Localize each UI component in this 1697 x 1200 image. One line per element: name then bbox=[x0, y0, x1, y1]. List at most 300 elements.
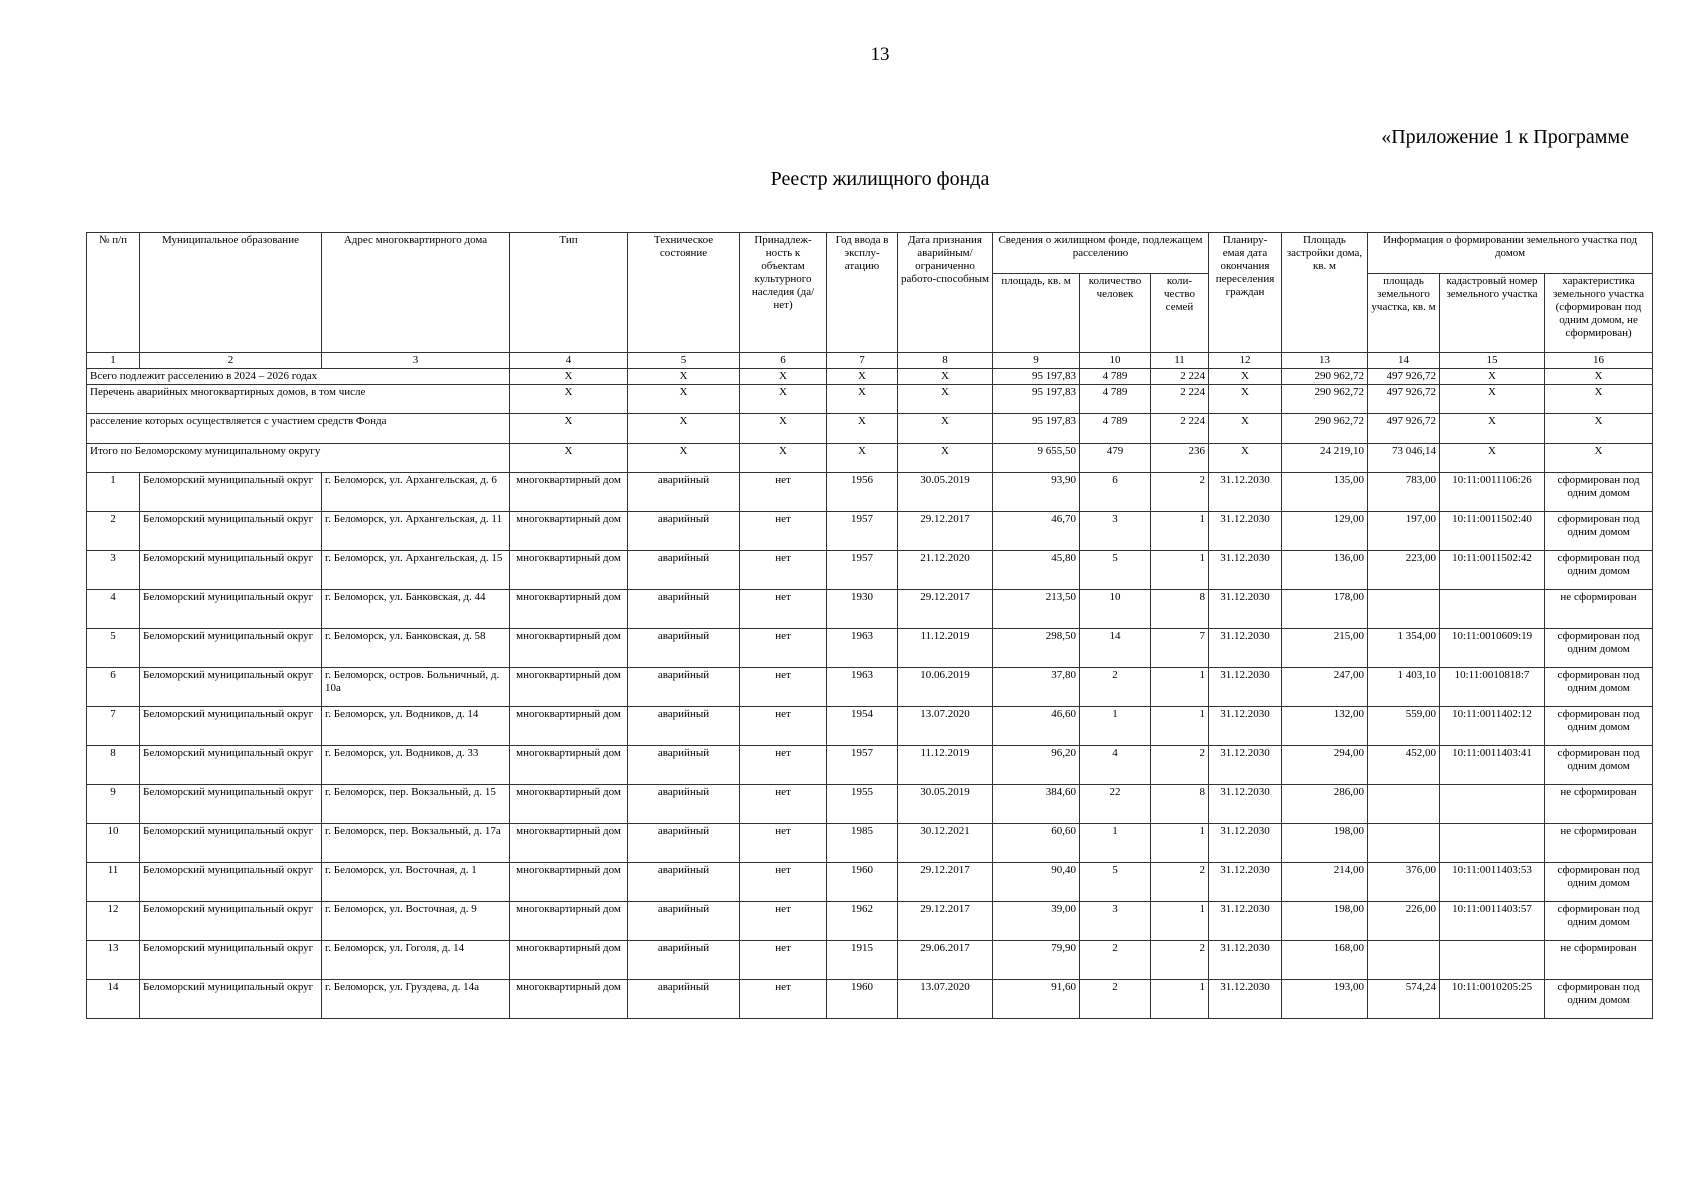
column-number: 12 bbox=[1209, 353, 1282, 369]
cell-date: 30.05.2019 bbox=[898, 784, 993, 823]
column-number: 7 bbox=[827, 353, 898, 369]
summary-cell-c10: 4 789 bbox=[1080, 369, 1151, 385]
header-recognition-date: Дата признания аварийным/ ограниченно работо-способным bbox=[898, 233, 993, 353]
cell-addr: г. Беломорск, ул. Гоголя, д. 14 bbox=[322, 940, 510, 979]
cell-build: 168,00 bbox=[1282, 940, 1368, 979]
cell-mun: Беломорский муниципальный округ bbox=[140, 823, 322, 862]
summary-cell-c5: Х bbox=[628, 413, 740, 443]
cell-fam: 1 bbox=[1151, 979, 1209, 1018]
header-land-area: площадь земельного участка, кв. м bbox=[1368, 274, 1440, 353]
header-area: площадь, кв. м bbox=[993, 274, 1080, 353]
cell-cad bbox=[1440, 940, 1545, 979]
cell-area: 96,20 bbox=[993, 745, 1080, 784]
summary-cell-c15: Х bbox=[1440, 443, 1545, 472]
cell-date: 11.12.2019 bbox=[898, 745, 993, 784]
cell-mun: Беломорский муниципальный округ bbox=[140, 628, 322, 667]
summary-cell-c8: Х bbox=[898, 369, 993, 385]
cell-type: многоквартирный дом bbox=[510, 511, 628, 550]
summary-cell-c14: 497 926,72 bbox=[1368, 384, 1440, 413]
cell-people: 3 bbox=[1080, 901, 1151, 940]
cell-fam: 2 bbox=[1151, 472, 1209, 511]
cell-type: многоквартирный дом bbox=[510, 823, 628, 862]
cell-year: 1957 bbox=[827, 550, 898, 589]
cell-land bbox=[1368, 940, 1440, 979]
cell-people: 14 bbox=[1080, 628, 1151, 667]
cell-type: многоквартирный дом bbox=[510, 667, 628, 706]
cell-year: 1957 bbox=[827, 511, 898, 550]
summary-cell-c16: Х bbox=[1545, 413, 1653, 443]
summary-cell-c16: Х bbox=[1545, 443, 1653, 472]
summary-cell-c7: Х bbox=[827, 369, 898, 385]
cell-area: 213,50 bbox=[993, 589, 1080, 628]
cell-date: 11.12.2019 bbox=[898, 628, 993, 667]
cell-char: не сформирован bbox=[1545, 940, 1653, 979]
cell-year: 1985 bbox=[827, 823, 898, 862]
cell-people: 1 bbox=[1080, 823, 1151, 862]
cell-land: 223,00 bbox=[1368, 550, 1440, 589]
cell-plan: 31.12.2030 bbox=[1209, 589, 1282, 628]
summary-cell-c5: Х bbox=[628, 443, 740, 472]
cell-year: 1956 bbox=[827, 472, 898, 511]
cell-area: 46,60 bbox=[993, 706, 1080, 745]
header-heritage: Принадлеж-ность к объектам культурного наследия (да/нет) bbox=[740, 233, 827, 353]
column-number: 15 bbox=[1440, 353, 1545, 369]
column-number: 16 bbox=[1545, 353, 1653, 369]
cell-plan: 31.12.2030 bbox=[1209, 862, 1282, 901]
summary-cell-c13: 290 962,72 bbox=[1282, 413, 1368, 443]
summary-cell-c4: Х bbox=[510, 443, 628, 472]
document-title: Реестр жилищного фонда bbox=[770, 168, 990, 190]
cell-plan: 31.12.2030 bbox=[1209, 823, 1282, 862]
column-number: 10 bbox=[1080, 353, 1151, 369]
summary-cell-c7: Х bbox=[827, 384, 898, 413]
cell-area: 91,60 bbox=[993, 979, 1080, 1018]
summary-cell-c9: 95 197,83 bbox=[993, 384, 1080, 413]
cell-cond: аварийный bbox=[628, 745, 740, 784]
cell-build: 178,00 bbox=[1282, 589, 1368, 628]
column-number: 3 bbox=[322, 353, 510, 369]
cell-cad: 10:11:0011403:53 bbox=[1440, 862, 1545, 901]
table-row bbox=[87, 550, 1653, 589]
cell-build: 198,00 bbox=[1282, 823, 1368, 862]
cell-build: 294,00 bbox=[1282, 745, 1368, 784]
cell-addr: г. Беломорск, ул. Архангельская, д. 6 bbox=[322, 472, 510, 511]
cell-date: 30.12.2021 bbox=[898, 823, 993, 862]
summary-cell-c10: 479 bbox=[1080, 443, 1151, 472]
table-row bbox=[87, 511, 1653, 550]
header-land-group: Информация о формировании земельного участка под домом bbox=[1368, 233, 1653, 274]
cell-char: не сформирован bbox=[1545, 823, 1653, 862]
summary-row bbox=[87, 413, 1653, 443]
cell-area: 93,90 bbox=[993, 472, 1080, 511]
column-number: 1 bbox=[87, 353, 140, 369]
summary-cell-c6: Х bbox=[740, 413, 827, 443]
cell-year: 1955 bbox=[827, 784, 898, 823]
cell-char: сформирован под одним домом bbox=[1545, 862, 1653, 901]
header-year: Год ввода в эксплу-атацию bbox=[827, 233, 898, 353]
summary-cell-c16: Х bbox=[1545, 384, 1653, 413]
cell-year: 1954 bbox=[827, 706, 898, 745]
cell-date: 29.06.2017 bbox=[898, 940, 993, 979]
summary-cell-c15: Х bbox=[1440, 413, 1545, 443]
header-people: количество человек bbox=[1080, 274, 1151, 353]
summary-cell-c16: Х bbox=[1545, 369, 1653, 385]
cell-build: 132,00 bbox=[1282, 706, 1368, 745]
summary-cell-c8: Х bbox=[898, 413, 993, 443]
cell-cond: аварийный bbox=[628, 823, 740, 862]
header-planned-date: Планиру-емая дата окончания переселения граждан bbox=[1209, 233, 1282, 353]
cell-cad: 10:11:0011502:42 bbox=[1440, 550, 1545, 589]
cell-mun: Беломорский муниципальный округ bbox=[140, 706, 322, 745]
cell-her: нет bbox=[740, 862, 827, 901]
cell-people: 1 bbox=[1080, 706, 1151, 745]
cell-plan: 31.12.2030 bbox=[1209, 511, 1282, 550]
cell-date: 29.12.2017 bbox=[898, 862, 993, 901]
cell-cond: аварийный bbox=[628, 901, 740, 940]
table-row bbox=[87, 667, 1653, 706]
cell-date: 13.07.2020 bbox=[898, 979, 993, 1018]
cell-year: 1915 bbox=[827, 940, 898, 979]
cell-n: 13 bbox=[87, 940, 140, 979]
cell-fam: 8 bbox=[1151, 589, 1209, 628]
table-row bbox=[87, 745, 1653, 784]
cell-her: нет bbox=[740, 472, 827, 511]
header-families: коли-чество семей bbox=[1151, 274, 1209, 353]
summary-cell-c5: Х bbox=[628, 369, 740, 385]
cell-mun: Беломорский муниципальный округ bbox=[140, 589, 322, 628]
cell-plan: 31.12.2030 bbox=[1209, 940, 1282, 979]
cell-addr: г. Беломорск, ул. Архангельская, д. 11 bbox=[322, 511, 510, 550]
cell-people: 5 bbox=[1080, 862, 1151, 901]
cell-area: 37,80 bbox=[993, 667, 1080, 706]
cell-date: 21.12.2020 bbox=[898, 550, 993, 589]
cell-cad bbox=[1440, 823, 1545, 862]
cell-cond: аварийный bbox=[628, 472, 740, 511]
cell-land: 452,00 bbox=[1368, 745, 1440, 784]
cell-char: сформирован под одним домом bbox=[1545, 628, 1653, 667]
column-number: 13 bbox=[1282, 353, 1368, 369]
cell-mun: Беломорский муниципальный округ bbox=[140, 511, 322, 550]
summary-cell-c12: Х bbox=[1209, 413, 1282, 443]
summary-cell-c15: Х bbox=[1440, 384, 1545, 413]
cell-her: нет bbox=[740, 667, 827, 706]
cell-land: 1 354,00 bbox=[1368, 628, 1440, 667]
cell-type: многоквартирный дом bbox=[510, 979, 628, 1018]
summary-cell-c5: Х bbox=[628, 384, 740, 413]
header-address: Адрес многоквартирного дома bbox=[322, 233, 510, 353]
summary-cell-c6: Х bbox=[740, 369, 827, 385]
table-row bbox=[87, 784, 1653, 823]
column-number: 4 bbox=[510, 353, 628, 369]
cell-fam: 1 bbox=[1151, 823, 1209, 862]
cell-her: нет bbox=[740, 784, 827, 823]
table-row bbox=[87, 862, 1653, 901]
cell-n: 14 bbox=[87, 979, 140, 1018]
cell-cond: аварийный bbox=[628, 706, 740, 745]
column-number: 5 bbox=[628, 353, 740, 369]
cell-people: 22 bbox=[1080, 784, 1151, 823]
summary-label: Всего подлежит расселению в 2024 – 2026 годах bbox=[87, 369, 510, 385]
cell-n: 6 bbox=[87, 667, 140, 706]
cell-addr: г. Беломорск, остров. Больничный, д. 10а bbox=[322, 667, 510, 706]
cell-date: 29.12.2017 bbox=[898, 589, 993, 628]
cell-build: 193,00 bbox=[1282, 979, 1368, 1018]
summary-cell-c11: 236 bbox=[1151, 443, 1209, 472]
cell-cond: аварийный bbox=[628, 589, 740, 628]
cell-char: сформирован под одним домом bbox=[1545, 511, 1653, 550]
cell-addr: г. Беломорск, пер. Вокзальный, д. 15 bbox=[322, 784, 510, 823]
cell-build: 214,00 bbox=[1282, 862, 1368, 901]
cell-fam: 7 bbox=[1151, 628, 1209, 667]
cell-addr: г. Беломорск, ул. Банковская, д. 58 bbox=[322, 628, 510, 667]
summary-cell-c9: 95 197,83 bbox=[993, 413, 1080, 443]
cell-n: 10 bbox=[87, 823, 140, 862]
cell-fam: 1 bbox=[1151, 550, 1209, 589]
cell-cond: аварийный bbox=[628, 862, 740, 901]
cell-mun: Беломорский муниципальный округ bbox=[140, 784, 322, 823]
cell-her: нет bbox=[740, 706, 827, 745]
cell-cad bbox=[1440, 589, 1545, 628]
cell-area: 60,60 bbox=[993, 823, 1080, 862]
summary-cell-c11: 2 224 bbox=[1151, 384, 1209, 413]
cell-land: 1 403,10 bbox=[1368, 667, 1440, 706]
summary-cell-c13: 290 962,72 bbox=[1282, 369, 1368, 385]
cell-year: 1930 bbox=[827, 589, 898, 628]
cell-cad: 10:11:0011106:26 bbox=[1440, 472, 1545, 511]
cell-area: 79,90 bbox=[993, 940, 1080, 979]
cell-her: нет bbox=[740, 628, 827, 667]
cell-cond: аварийный bbox=[628, 550, 740, 589]
cell-area: 39,00 bbox=[993, 901, 1080, 940]
cell-cond: аварийный bbox=[628, 940, 740, 979]
cell-cad: 10:11:0011402:12 bbox=[1440, 706, 1545, 745]
cell-build: 136,00 bbox=[1282, 550, 1368, 589]
summary-row bbox=[87, 369, 1653, 385]
cell-her: нет bbox=[740, 823, 827, 862]
cell-cad: 10:11:0011403:41 bbox=[1440, 745, 1545, 784]
cell-land bbox=[1368, 589, 1440, 628]
cell-type: многоквартирный дом bbox=[510, 745, 628, 784]
cell-mun: Беломорский муниципальный округ bbox=[140, 979, 322, 1018]
table-row bbox=[87, 472, 1653, 511]
cell-n: 3 bbox=[87, 550, 140, 589]
cell-plan: 31.12.2030 bbox=[1209, 550, 1282, 589]
cell-addr: г. Беломорск, пер. Вокзальный, д. 17а bbox=[322, 823, 510, 862]
cell-n: 9 bbox=[87, 784, 140, 823]
cell-plan: 31.12.2030 bbox=[1209, 979, 1282, 1018]
summary-cell-c6: Х bbox=[740, 384, 827, 413]
cell-plan: 31.12.2030 bbox=[1209, 784, 1282, 823]
cell-type: многоквартирный дом bbox=[510, 628, 628, 667]
cell-build: 135,00 bbox=[1282, 472, 1368, 511]
header-build-area: Площадь застройки дома, кв. м bbox=[1282, 233, 1368, 353]
cell-her: нет bbox=[740, 745, 827, 784]
header-num: № п/п bbox=[87, 233, 140, 353]
cell-mun: Беломорский муниципальный округ bbox=[140, 901, 322, 940]
cell-build: 215,00 bbox=[1282, 628, 1368, 667]
cell-her: нет bbox=[740, 550, 827, 589]
cell-n: 4 bbox=[87, 589, 140, 628]
cell-cond: аварийный bbox=[628, 979, 740, 1018]
summary-cell-c14: 497 926,72 bbox=[1368, 369, 1440, 385]
summary-cell-c10: 4 789 bbox=[1080, 413, 1151, 443]
cell-n: 8 bbox=[87, 745, 140, 784]
cell-her: нет bbox=[740, 511, 827, 550]
cell-people: 2 bbox=[1080, 667, 1151, 706]
cell-year: 1960 bbox=[827, 862, 898, 901]
summary-cell-c4: Х bbox=[510, 384, 628, 413]
cell-type: многоквартирный дом bbox=[510, 940, 628, 979]
cell-her: нет bbox=[740, 940, 827, 979]
cell-fam: 2 bbox=[1151, 862, 1209, 901]
cell-mun: Беломорский муниципальный округ bbox=[140, 862, 322, 901]
cell-year: 1960 bbox=[827, 979, 898, 1018]
cell-type: многоквартирный дом bbox=[510, 472, 628, 511]
cell-date: 10.06.2019 bbox=[898, 667, 993, 706]
table-row bbox=[87, 823, 1653, 862]
cell-land: 226,00 bbox=[1368, 901, 1440, 940]
cell-people: 5 bbox=[1080, 550, 1151, 589]
cell-type: многоквартирный дом bbox=[510, 901, 628, 940]
cell-people: 3 bbox=[1080, 511, 1151, 550]
cell-type: многоквартирный дом bbox=[510, 706, 628, 745]
header-municipality: Муниципальное образование bbox=[140, 233, 322, 353]
cell-addr: г. Беломорск, ул. Банковская, д. 44 bbox=[322, 589, 510, 628]
cell-char: сформирован под одним домом bbox=[1545, 745, 1653, 784]
cell-year: 1963 bbox=[827, 667, 898, 706]
cell-n: 5 bbox=[87, 628, 140, 667]
cell-year: 1963 bbox=[827, 628, 898, 667]
cell-cad: 10:11:0011403:57 bbox=[1440, 901, 1545, 940]
summary-cell-c8: Х bbox=[898, 443, 993, 472]
cell-fam: 8 bbox=[1151, 784, 1209, 823]
cell-mun: Беломорский муниципальный округ bbox=[140, 550, 322, 589]
cell-cond: аварийный bbox=[628, 667, 740, 706]
cell-char: сформирован под одним домом bbox=[1545, 667, 1653, 706]
cell-char: не сформирован bbox=[1545, 589, 1653, 628]
header-type: Тип bbox=[510, 233, 628, 353]
summary-cell-c12: Х bbox=[1209, 384, 1282, 413]
cell-plan: 31.12.2030 bbox=[1209, 628, 1282, 667]
cell-mun: Беломорский муниципальный округ bbox=[140, 667, 322, 706]
cell-n: 1 bbox=[87, 472, 140, 511]
cell-char: сформирован под одним домом bbox=[1545, 472, 1653, 511]
table-row bbox=[87, 589, 1653, 628]
summary-cell-c12: Х bbox=[1209, 369, 1282, 385]
cell-her: нет bbox=[740, 979, 827, 1018]
header-condition: Техническое состояние bbox=[628, 233, 740, 353]
column-number: 11 bbox=[1151, 353, 1209, 369]
summary-cell-c10: 4 789 bbox=[1080, 384, 1151, 413]
cell-build: 198,00 bbox=[1282, 901, 1368, 940]
cell-n: 11 bbox=[87, 862, 140, 901]
summary-cell-c7: Х bbox=[827, 413, 898, 443]
column-number: 14 bbox=[1368, 353, 1440, 369]
cell-addr: г. Беломорск, ул. Восточная, д. 9 bbox=[322, 901, 510, 940]
summary-label: Итого по Беломорскому муниципальному округу bbox=[87, 443, 510, 472]
cell-char: сформирован под одним домом bbox=[1545, 706, 1653, 745]
cell-fam: 2 bbox=[1151, 745, 1209, 784]
summary-cell-c7: Х bbox=[827, 443, 898, 472]
cell-date: 30.05.2019 bbox=[898, 472, 993, 511]
cell-addr: г. Беломорск, ул. Водников, д. 33 bbox=[322, 745, 510, 784]
summary-label: расселение которых осуществляется с участием средств Фонда bbox=[87, 413, 510, 443]
table-row bbox=[87, 940, 1653, 979]
summary-cell-c15: Х bbox=[1440, 369, 1545, 385]
summary-cell-c11: 2 224 bbox=[1151, 369, 1209, 385]
cell-fam: 1 bbox=[1151, 511, 1209, 550]
summary-row bbox=[87, 443, 1653, 472]
cell-n: 2 bbox=[87, 511, 140, 550]
cell-date: 13.07.2020 bbox=[898, 706, 993, 745]
summary-label: Перечень аварийных многоквартирных домов, в том числе bbox=[87, 384, 510, 413]
cell-cad: 10:11:0010205:25 bbox=[1440, 979, 1545, 1018]
cell-mun: Беломорский муниципальный округ bbox=[140, 745, 322, 784]
summary-cell-c8: Х bbox=[898, 384, 993, 413]
cell-cad: 10:11:0011502:40 bbox=[1440, 511, 1545, 550]
cell-date: 29.12.2017 bbox=[898, 901, 993, 940]
cell-land: 574,24 bbox=[1368, 979, 1440, 1018]
summary-cell-c13: 24 219,10 bbox=[1282, 443, 1368, 472]
summary-cell-c12: Х bbox=[1209, 443, 1282, 472]
cell-area: 46,70 bbox=[993, 511, 1080, 550]
cell-land: 197,00 bbox=[1368, 511, 1440, 550]
cell-addr: г. Беломорск, ул. Восточная, д. 1 bbox=[322, 862, 510, 901]
cell-date: 29.12.2017 bbox=[898, 511, 993, 550]
summary-cell-c4: Х bbox=[510, 369, 628, 385]
cell-n: 7 bbox=[87, 706, 140, 745]
cell-type: многоквартирный дом bbox=[510, 784, 628, 823]
cell-plan: 31.12.2030 bbox=[1209, 901, 1282, 940]
cell-cond: аварийный bbox=[628, 784, 740, 823]
column-number: 8 bbox=[898, 353, 993, 369]
cell-land: 559,00 bbox=[1368, 706, 1440, 745]
summary-cell-c4: Х bbox=[510, 413, 628, 443]
header-land-char: характеристика земельного участка (сформирован под одним домом, не сформирован) bbox=[1545, 274, 1653, 353]
cell-area: 384,60 bbox=[993, 784, 1080, 823]
cell-plan: 31.12.2030 bbox=[1209, 667, 1282, 706]
cell-addr: г. Беломорск, ул. Водников, д. 14 bbox=[322, 706, 510, 745]
cell-cad: 10:11:0010818:7 bbox=[1440, 667, 1545, 706]
appendix-label: «Приложение 1 к Программе bbox=[1381, 126, 1629, 148]
cell-land: 783,00 bbox=[1368, 472, 1440, 511]
cell-year: 1962 bbox=[827, 901, 898, 940]
cell-cond: аварийный bbox=[628, 511, 740, 550]
column-number: 9 bbox=[993, 353, 1080, 369]
column-number: 2 bbox=[140, 353, 322, 369]
cell-cad bbox=[1440, 784, 1545, 823]
cell-land bbox=[1368, 823, 1440, 862]
cell-year: 1957 bbox=[827, 745, 898, 784]
cell-plan: 31.12.2030 bbox=[1209, 745, 1282, 784]
cell-land: 376,00 bbox=[1368, 862, 1440, 901]
cell-cad: 10:11:0010609:19 bbox=[1440, 628, 1545, 667]
cell-her: нет bbox=[740, 901, 827, 940]
column-number-row bbox=[87, 353, 1653, 369]
summary-cell-c13: 290 962,72 bbox=[1282, 384, 1368, 413]
cell-n: 12 bbox=[87, 901, 140, 940]
cell-type: многоквартирный дом bbox=[510, 589, 628, 628]
page-number: 13 bbox=[870, 44, 890, 65]
column-number: 6 bbox=[740, 353, 827, 369]
cell-char: сформирован под одним домом bbox=[1545, 550, 1653, 589]
cell-area: 90,40 bbox=[993, 862, 1080, 901]
summary-cell-c11: 2 224 bbox=[1151, 413, 1209, 443]
cell-area: 45,80 bbox=[993, 550, 1080, 589]
summary-cell-c6: Х bbox=[740, 443, 827, 472]
cell-build: 247,00 bbox=[1282, 667, 1368, 706]
cell-type: многоквартирный дом bbox=[510, 862, 628, 901]
